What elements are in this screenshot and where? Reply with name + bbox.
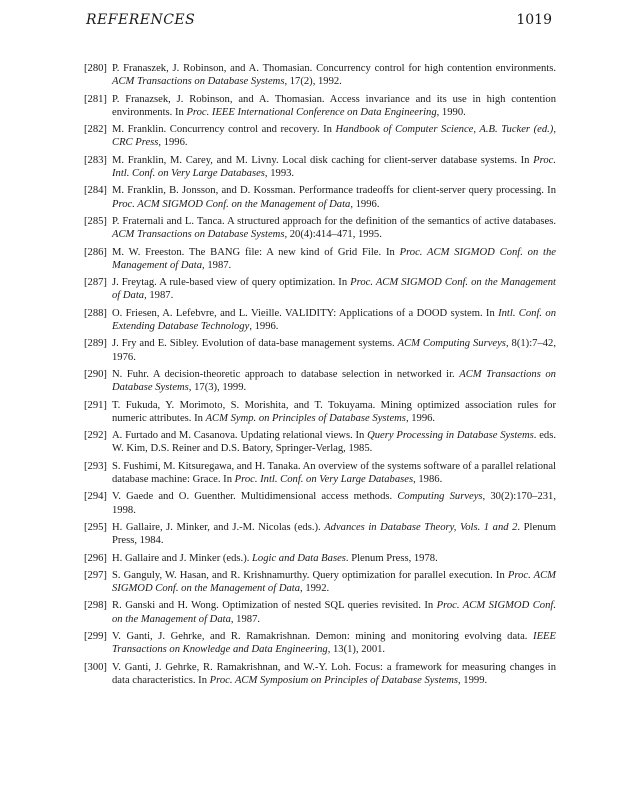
reference-entry [84, 429, 556, 455]
reference-entry [84, 93, 556, 119]
reference-text [112, 123, 556, 149]
reference-number: [282] [84, 124, 107, 136]
reference-text [112, 552, 556, 565]
reference-text [112, 184, 556, 210]
reference-text [112, 490, 556, 516]
reference-segment: M. Franklin, M. Carey, and M. Livny. Local disk caching for client-server database systems. In [112, 154, 534, 166]
reference-number: [284] [84, 185, 107, 197]
reference-entry [84, 569, 556, 595]
reference-segment: , 1999. [458, 674, 488, 686]
reference-segment: , 17(3), 1999. [188, 382, 247, 394]
reference-entry [84, 215, 556, 241]
reference-text [112, 93, 556, 119]
reference-venue: Proc. ACM Symposium on Principles of Database Systems [209, 674, 458, 686]
reference-number: [298] [84, 600, 107, 612]
reference-number: [294] [84, 491, 107, 503]
reference-segment: V. Gaede and O. Guenther. Multidimensional access methods. [112, 491, 398, 503]
reference-segment: A. Furtado and M. Casanova. Updating relational views. In [112, 430, 368, 442]
page-header [86, 12, 552, 32]
reference-entry [84, 460, 556, 486]
reference-segment: , 1986. [413, 473, 443, 485]
reference-segment: , 8(1):7–42, 1976. [112, 338, 556, 363]
reference-number: [300] [84, 661, 107, 673]
reference-number: [283] [84, 154, 107, 166]
reference-text [112, 368, 556, 394]
reference-entry [84, 399, 556, 425]
reference-number: [285] [84, 215, 107, 227]
reference-number: [291] [84, 399, 107, 411]
reference-segment: , 1987. [230, 613, 261, 625]
reference-entry [84, 276, 556, 302]
reference-venue: Proc. ACM SIGMOD Conf. on the Management of Data [112, 600, 556, 625]
running-title: REFERENCES [86, 12, 196, 28]
reference-segment: , 1996. [249, 320, 279, 332]
reference-entry [84, 154, 556, 180]
reference-number: [290] [84, 368, 107, 380]
reference-venue: IEEE Transactions on Knowledge and Data Engineering [112, 631, 556, 656]
reference-segment: P. Franazsek, J. Robinson, and A. Thomasian. Access invariance and its use in high contention environments. In [112, 93, 556, 118]
reference-venue: Proc. ACM SIGMOD Conf. on the Management of Data [112, 246, 556, 271]
reference-entry [84, 490, 556, 516]
reference-venue: ACM Transactions on Database Systems [112, 229, 285, 241]
reference-text [112, 307, 556, 333]
reference-number: [286] [84, 246, 107, 258]
reference-number: [288] [84, 307, 107, 319]
reference-venue: Computing Surveys [397, 491, 483, 503]
reference-segment: J. Freytag. A rule-based view of query optimization. In [112, 277, 351, 289]
reference-segment: , 1992. [300, 583, 330, 595]
reference-entry [84, 123, 556, 149]
reference-segment: V. Ganti, J. Gehrke, and R. Ramakrishnan. Demon: mining and monitoring evolving data. [112, 631, 534, 643]
reference-text [112, 460, 556, 486]
reference-venue: Proc. Intl. Conf. on Very Large Databases [234, 473, 414, 485]
reference-entry [84, 337, 556, 363]
reference-number: [292] [84, 430, 107, 442]
reference-number: [296] [84, 552, 107, 564]
reference-venue: Proc. ACM SIGMOD Conf. on the Management of Data [112, 569, 556, 595]
reference-segment: M. W. Freeston. The BANG file: A new kind of Grid File. In [112, 246, 400, 258]
reference-segment: . Plenum Press, 1984. [112, 521, 556, 547]
reference-text [112, 337, 556, 363]
reference-venue: Query Processing in Database Systems [367, 430, 534, 442]
reference-text [112, 569, 556, 595]
reference-entry [84, 246, 556, 272]
reference-segment: , 13(1), 2001. [327, 644, 386, 656]
reference-number: [281] [84, 93, 107, 105]
reference-segment: , 1996. [405, 412, 436, 424]
reference-venue: Proc. Intl. Conf. on Very Large Databases [112, 154, 556, 179]
reference-entry [84, 368, 556, 394]
reference-number: [293] [84, 460, 107, 472]
reference-entry [84, 307, 556, 333]
reference-text [112, 246, 556, 272]
reference-segment: N. Fuhr. A decision-theoretic approach to database selection in networked ir. [112, 368, 460, 380]
reference-text [112, 154, 556, 180]
reference-segment: R. Ganski and H. Wong. Optimization of nested SQL queries revisited. In [112, 600, 437, 612]
reference-segment: H. Gallaire and J. Minker (eds.). [112, 552, 253, 564]
page-number: 1019 [516, 12, 552, 28]
reference-text [112, 521, 556, 547]
reference-venue: Proc. ACM SIGMOD Conf. on the Management of Data [112, 198, 351, 210]
reference-segment: J. Fry and E. Sibley. Evolution of data-base management systems. [112, 338, 398, 350]
reference-number: [299] [84, 631, 107, 643]
reference-venue: Proc. IEEE International Conference on Data Engineering [186, 106, 437, 118]
reference-entry [84, 630, 556, 656]
reference-venue: Advances in Database Theory, Vols. 1 and 2 [324, 521, 518, 533]
reference-entry [84, 184, 556, 210]
reference-venue: Proc. ACM SIGMOD Conf. on the Management of Data [112, 277, 556, 302]
reference-venue: ACM Computing Surveys [397, 338, 506, 350]
reference-segment: P. Franaszek, J. Robinson, and A. Thomasian. Concurrency control for high contention environments. [112, 63, 556, 74]
reference-segment: , 1996. [350, 198, 380, 210]
reference-number: [295] [84, 521, 107, 533]
reference-segment: P. Fraternali and L. Tanca. A structured approach for the definition of the semantics of active databases. [112, 215, 556, 227]
reference-list [84, 62, 556, 691]
reference-number: [289] [84, 338, 107, 350]
reference-number: [287] [84, 277, 107, 289]
reference-segment: V. Ganti, J. Gehrke, R. Ramakrishnan, and W.-Y. Loh. Focus: a framework for measuring changes in data characteristics. In [112, 661, 556, 686]
reference-venue: Logic and Data Bases [252, 552, 346, 564]
reference-venue: Handbook of Computer Science, A.B. Tucker (ed.), CRC Press [112, 124, 556, 149]
reference-segment: . eds. W. Kim, D.S. Reiner and D.S. Batory, Springer-Verlag, 1985. [112, 430, 556, 455]
reference-venue: ACM Transactions on Database Systems [112, 368, 556, 394]
reference-entry [84, 661, 556, 687]
reference-segment: M. Franklin. Concurrency control and recovery. In [112, 124, 336, 136]
reference-venue: ACM Transactions on Database Systems [112, 76, 285, 88]
reference-segment: , 17(2), 1992. [284, 76, 342, 88]
reference-segment: S. Ganguly, W. Hasan, and R. Krishnamurthy. Query optimization for parallel execution. In [112, 569, 508, 581]
reference-entry [84, 521, 556, 547]
reference-segment: , 1987. [202, 259, 232, 271]
reference-segment: , 1987. [144, 290, 174, 302]
reference-segment: , 1993. [264, 167, 295, 179]
reference-text [112, 62, 556, 88]
reference-segment: T. Fukuda, Y. Morimoto, S. Morishita, and T. Tokuyama. Mining optimized association rules for numeric attributes. In [112, 399, 556, 424]
reference-venue: ACM Symp. on Principles of Database Systems [205, 412, 406, 424]
reference-text [112, 630, 556, 656]
reference-segment: , 20(4):414–471, 1995. [284, 229, 382, 241]
reference-text [112, 215, 556, 241]
reference-number: [280] [84, 63, 107, 74]
reference-segment: . Plenum Press, 1978. [345, 552, 438, 564]
reference-segment: , 30(2):170–231, 1998. [112, 491, 556, 516]
reference-text [112, 399, 556, 425]
reference-text [112, 429, 556, 455]
reference-segment: H. Gallaire, J. Minker, and J.-M. Nicolas (eds.). [112, 521, 325, 533]
reference-segment: M. Franklin, B. Jonsson, and D. Kossman. Performance tradeoffs for client-server query processing. In [112, 185, 556, 197]
reference-entry [84, 599, 556, 625]
reference-segment: , 1990. [436, 106, 466, 118]
reference-venue: Intl. Conf. on Extending Database Technology [112, 307, 556, 332]
reference-segment: O. Friesen, A. Lefebvre, and L. Vieille. VALIDITY: Applications of a DOOD system. In [112, 307, 499, 319]
reference-segment: , 1996. [158, 137, 188, 149]
reference-text [112, 661, 556, 687]
reference-text [112, 276, 556, 302]
reference-number: [297] [84, 569, 107, 581]
reference-text [112, 599, 556, 625]
reference-entry [84, 62, 556, 88]
reference-segment: S. Fushimi, M. Kitsuregawa, and H. Tanaka. An overview of the systems software of a parallel relational database machine: Grace. In [112, 460, 556, 485]
reference-entry [84, 552, 556, 565]
